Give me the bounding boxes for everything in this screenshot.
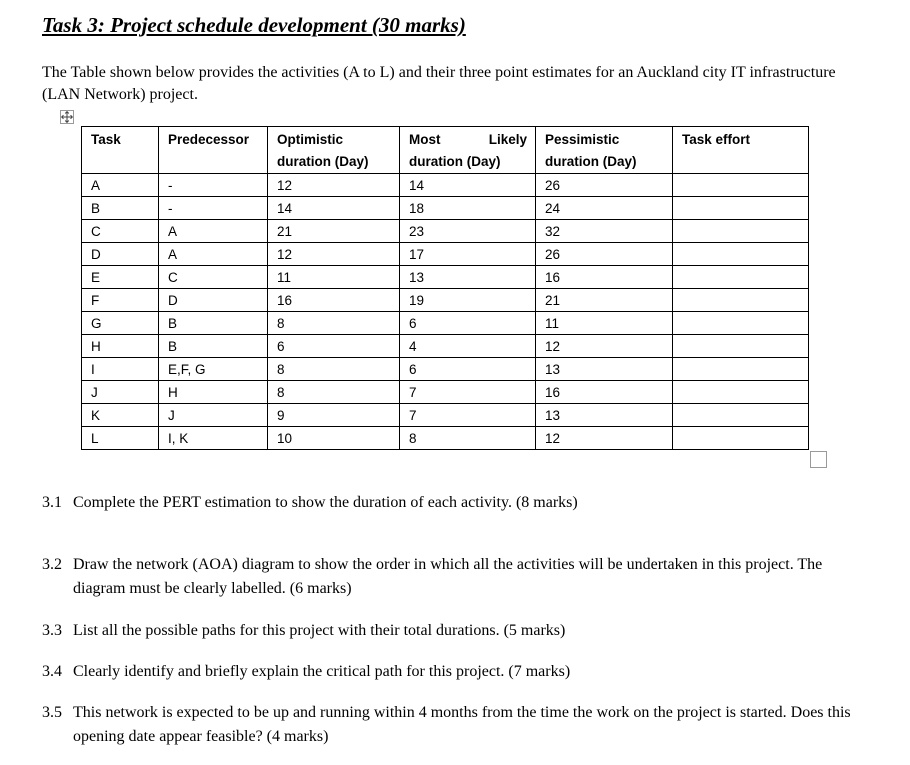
question-text: Complete the PERT estimation to show the duration of each activity. (8 marks) <box>73 494 578 511</box>
cell-task-effort[interactable] <box>673 220 809 243</box>
table-row <box>82 266 809 289</box>
question-3-5 <box>42 701 862 749</box>
cell-optimistic: 8 <box>268 381 400 404</box>
cell-optimistic: 6 <box>268 335 400 358</box>
header-predecessor: Predecessor <box>159 127 268 174</box>
cell-optimistic: 10 <box>268 427 400 450</box>
table-row <box>82 427 809 450</box>
cell-task: F <box>82 289 159 312</box>
cell-pessimistic: 32 <box>536 220 673 243</box>
cell-task-effort[interactable] <box>673 289 809 312</box>
cell-task-effort[interactable] <box>673 335 809 358</box>
cell-task-effort[interactable] <box>673 312 809 335</box>
cell-pessimistic: 21 <box>536 289 673 312</box>
table-row <box>82 174 809 197</box>
question-number: 3.4 <box>42 663 62 680</box>
cell-optimistic: 12 <box>268 174 400 197</box>
table-row <box>82 404 809 427</box>
cell-pessimistic: 26 <box>536 243 673 266</box>
cell-predecessor: - <box>159 197 268 220</box>
cell-task: L <box>82 427 159 450</box>
cell-predecessor: E,F, G <box>159 358 268 381</box>
question-number: 3.3 <box>42 622 62 639</box>
cell-task-effort[interactable] <box>673 266 809 289</box>
cell-pessimistic: 12 <box>536 335 673 358</box>
cell-most-likely: 13 <box>400 266 536 289</box>
question-number: 3.2 <box>42 556 62 573</box>
cell-predecessor: C <box>159 266 268 289</box>
question-3-3 <box>42 619 862 643</box>
table-move-handle-icon[interactable] <box>60 110 74 124</box>
question-text: This network is expected to be up and running within 4 months from the time the work on the project is started. Does this opening date appear feasible? (4 marks) <box>73 704 851 745</box>
cell-most-likely: 14 <box>400 174 536 197</box>
cell-task: A <box>82 174 159 197</box>
cell-most-likely: 6 <box>400 358 536 381</box>
schedule-table <box>81 126 809 450</box>
cell-pessimistic: 13 <box>536 358 673 381</box>
cell-optimistic: 12 <box>268 243 400 266</box>
cell-most-likely: 6 <box>400 312 536 335</box>
cell-pessimistic: 16 <box>536 381 673 404</box>
table-row <box>82 312 809 335</box>
cell-optimistic: 11 <box>268 266 400 289</box>
cell-pessimistic: 13 <box>536 404 673 427</box>
cell-task: C <box>82 220 159 243</box>
cell-task: J <box>82 381 159 404</box>
question-text: Clearly identify and briefly explain the critical path for this project. (7 marks) <box>73 663 571 680</box>
header-most-likely: Most Likely duration (Day) <box>400 127 536 174</box>
cell-task-effort[interactable] <box>673 174 809 197</box>
header-task: Task <box>82 127 159 174</box>
question-text: Draw the network (AOA) diagram to show the order in which all the activities will be undertaken in this project. The diagram must be clearly labelled. (6 marks) <box>73 556 823 597</box>
cell-predecessor: H <box>159 381 268 404</box>
table-row <box>82 289 809 312</box>
cell-optimistic: 8 <box>268 312 400 335</box>
cell-most-likely: 19 <box>400 289 536 312</box>
table-row <box>82 220 809 243</box>
cell-task-effort[interactable] <box>673 243 809 266</box>
cell-task: G <box>82 312 159 335</box>
cell-optimistic: 14 <box>268 197 400 220</box>
cell-predecessor: A <box>159 220 268 243</box>
question-3-1 <box>42 491 862 515</box>
cell-most-likely: 7 <box>400 381 536 404</box>
question-text: List all the possible paths for this project with their total durations. (5 marks) <box>73 622 566 639</box>
cell-pessimistic: 24 <box>536 197 673 220</box>
cell-optimistic: 21 <box>268 220 400 243</box>
cell-task-effort[interactable] <box>673 381 809 404</box>
header-pessimistic: Pessimistic duration (Day) <box>536 127 673 174</box>
cell-pessimistic: 26 <box>536 174 673 197</box>
cell-optimistic: 8 <box>268 358 400 381</box>
table-row <box>82 358 809 381</box>
cell-most-likely: 18 <box>400 197 536 220</box>
question-number: 3.5 <box>42 704 62 721</box>
header-task-effort: Task effort <box>673 127 809 174</box>
cell-task: H <box>82 335 159 358</box>
table-row <box>82 335 809 358</box>
table-header-row <box>82 127 809 174</box>
cell-task-effort[interactable] <box>673 427 809 450</box>
cell-task: E <box>82 266 159 289</box>
question-3-2 <box>42 553 862 601</box>
table-row <box>82 243 809 266</box>
cell-pessimistic: 16 <box>536 266 673 289</box>
cell-predecessor: J <box>159 404 268 427</box>
page-title: Task 3: Project schedule development (30 marks) <box>42 13 466 37</box>
table-row <box>82 381 809 404</box>
cell-task-effort[interactable] <box>673 358 809 381</box>
intro-paragraph: The Table shown below provides the activities (A to L) and their three point estimates for an Auckland city IT infrastructure (LAN Network) project. <box>42 64 836 103</box>
cell-task: K <box>82 404 159 427</box>
cell-task: I <box>82 358 159 381</box>
cell-pessimistic: 11 <box>536 312 673 335</box>
cell-task-effort[interactable] <box>673 197 809 220</box>
question-number: 3.1 <box>42 494 62 511</box>
table-resize-handle[interactable] <box>810 451 827 468</box>
cell-pessimistic: 12 <box>536 427 673 450</box>
cell-task: D <box>82 243 159 266</box>
question-3-4 <box>42 660 862 684</box>
cell-most-likely: 7 <box>400 404 536 427</box>
table-row <box>82 197 809 220</box>
header-optimistic: Optimistic duration (Day) <box>268 127 400 174</box>
cell-most-likely: 23 <box>400 220 536 243</box>
cell-predecessor: B <box>159 312 268 335</box>
cell-most-likely: 4 <box>400 335 536 358</box>
cell-predecessor: I, K <box>159 427 268 450</box>
cell-optimistic: 16 <box>268 289 400 312</box>
cell-predecessor: B <box>159 335 268 358</box>
cell-task: B <box>82 197 159 220</box>
cell-most-likely: 8 <box>400 427 536 450</box>
cell-predecessor: D <box>159 289 268 312</box>
cell-task-effort[interactable] <box>673 404 809 427</box>
cell-predecessor: - <box>159 174 268 197</box>
cell-most-likely: 17 <box>400 243 536 266</box>
cell-predecessor: A <box>159 243 268 266</box>
cell-optimistic: 9 <box>268 404 400 427</box>
